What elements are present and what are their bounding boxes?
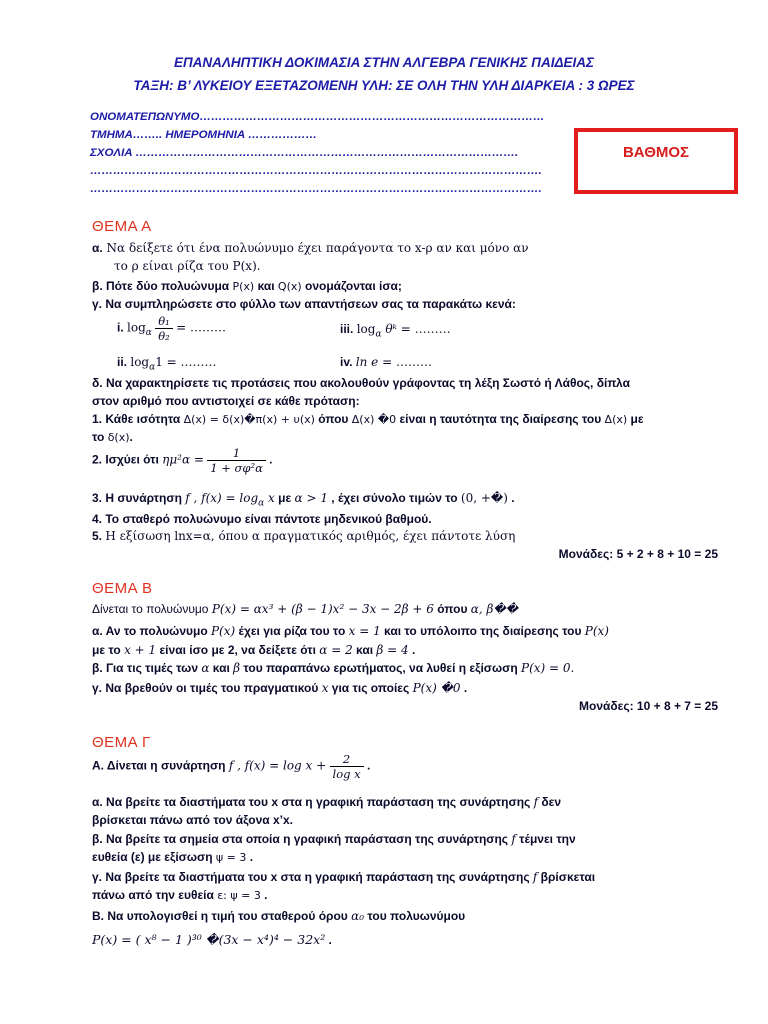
theme-a-marks: Μονάδες: 5 + 2 + 8 + 10 = 25: [558, 547, 718, 561]
question-text: τέμνει την: [515, 832, 576, 846]
question-text: .: [246, 850, 254, 864]
item-label: iv.: [340, 355, 353, 369]
blank-iv: [340, 355, 432, 369]
question-text: .: [408, 643, 416, 657]
question-a-alpha: [92, 241, 529, 255]
question-a-gamma: [92, 297, 516, 311]
math-expr: ημ²α =: [162, 452, 204, 467]
fraction: [330, 752, 364, 781]
question-text: και: [352, 643, 377, 657]
statement-text: 3. Η συνάρτηση: [92, 491, 186, 505]
question-text: .: [363, 758, 371, 773]
math-expr: x + 1: [124, 643, 157, 657]
question-c-alpha-cont: βρίσκεται πάνω από τον άξονα x’x.: [92, 813, 294, 827]
item-label: α.: [92, 624, 103, 638]
question-c-B-poly: [92, 932, 332, 947]
question-text: πάνω από την ευθεία: [92, 888, 218, 902]
question-a-delta: [92, 376, 630, 390]
math-expr: P(x) �0: [412, 681, 461, 695]
math-expr: log: [127, 320, 146, 335]
item-label: β.: [92, 661, 103, 675]
question-text: ονομάζονται ίσα;: [301, 279, 402, 293]
question-text: του παραπάνω ερωτήματος, να λυθεί η εξίσωση: [240, 661, 522, 675]
question-text: του πολυωνύμου: [364, 909, 466, 923]
blank-i: [117, 314, 226, 343]
question-text: Πότε δύο πολυώνυμα: [106, 279, 233, 293]
question-c-B: [92, 909, 465, 923]
question-text: για τις οποίες: [328, 681, 413, 695]
question-c-gamma: [92, 870, 595, 884]
math-expr: (0, +�): [460, 491, 508, 505]
question-text: Δίνεται το πολυώνυμο: [92, 602, 212, 616]
math-expr: x: [264, 491, 275, 505]
question-text: το ρ είναι ρίζα του P(x).: [114, 259, 261, 273]
statement-2: [92, 446, 273, 475]
item-label: ii.: [117, 355, 128, 369]
question-text: βρίσκεται: [537, 870, 596, 884]
question-text: Να δείξετε ότι ένα πολυώνυμο έχει παράγοντα το x-ρ αν και μόνο αν: [102, 241, 529, 255]
question-text: όπου: [433, 602, 471, 616]
math-expr: α₀: [351, 909, 365, 923]
question-text: δεν: [538, 795, 562, 809]
exam-subtitle: ΤΑΞΗ: Β’ ΛΥΚΕΙΟΥ ΕΞΕΤΑΖΟΜΕΝΗ ΥΛΗ: ΣΕ ΟΛΗ ΤΗΝ ΥΛΗ ΔΙΑΡΚΕΙΑ : 3 ΩΡΕΣ: [133, 78, 635, 93]
math-expr: f: [533, 795, 539, 809]
theme-a-title: ΘΕΜΑ Α: [92, 218, 152, 235]
math-expr: α: [375, 329, 382, 340]
math-expr: α > 1: [294, 491, 328, 505]
item-label: α.: [92, 241, 103, 255]
item-label: i.: [117, 320, 124, 335]
math-expr: Q(x): [277, 280, 302, 293]
statement-4: 4. Το σταθερό πολυώνυμο είναι πάντοτε μηδενικού βαθμού.: [92, 512, 432, 526]
theme-b-marks: Μονάδες: 10 + 8 + 7 = 25: [579, 699, 718, 713]
statement-text: .: [265, 452, 273, 467]
question-text: Αν το πολυώνυμο: [102, 624, 211, 638]
math-expr: α: [145, 328, 152, 339]
question-text: έχει για ρίζα του το: [235, 624, 349, 638]
student-name-field: ΟΝΟΜΑΤΕΠΩΝΥΜΟ………………………………………………………………………………: [90, 111, 545, 123]
question-c-gamma-cont: [92, 888, 268, 902]
statement-text: 2. Ισχύει ότι: [92, 452, 163, 467]
question-text: Να βρείτε τα διαστήματα του x στα η γραφική παράσταση της συνάρτησης: [102, 795, 534, 809]
fraction-numerator: 1: [207, 446, 266, 461]
class-date-field: ΤΜΗΜΑ…….. ΗΜΕΡΟΜΗΝΙΑ ………………: [90, 129, 318, 141]
theme-c-title: ΘΕΜΑ Γ: [92, 734, 151, 751]
blank-line: ……………………………………………………………………………………………………….: [90, 165, 542, 177]
grade-label: ΒΑΘΜΟΣ: [622, 144, 690, 161]
question-c-beta: [92, 832, 576, 846]
statement-1-cont: [92, 430, 133, 444]
item-label: β.: [92, 832, 103, 846]
statement-text: 1. Κάθε ισότητα: [92, 412, 184, 426]
math-expr: α, β��: [470, 602, 519, 616]
math-expr: ψ = 3: [215, 851, 247, 864]
math-expr: P(x) = αx³ + (β − 1)x² − 3x − 2β + 6: [211, 602, 434, 616]
item-label: α.: [92, 795, 103, 809]
math-expr: f: [532, 870, 538, 884]
math-expr: ln e = ………: [355, 355, 432, 369]
statement-text: , έχει σύνολο τιμών το: [327, 491, 461, 505]
math-expr: f(x) = log x +: [240, 758, 327, 773]
theme-b-intro: [92, 602, 518, 616]
statement-3: [92, 491, 515, 508]
exam-title: ΕΠΑΝΑΛΗΠΤΙΚΗ ΔΟΚΙΜΑΣΙΑ ΣΤΗΝ ΑΛΓΕΒΡΑ ΓΕΝΙΚΗΣ ΠΑΙΔΕΙΑΣ: [173, 55, 595, 70]
question-text: και το υπόλοιπο της διαίρεσης του: [380, 624, 585, 638]
question-text: Να υπολογισθεί η τιμή του σταθερού όρου: [104, 909, 352, 923]
question-text: Να βρεθούν οι τιμές του πραγματικού: [102, 681, 322, 695]
math-expr: f: [511, 832, 516, 846]
question-a-beta: [92, 279, 402, 293]
item-label: Β.: [92, 909, 104, 923]
question-text: .: [260, 888, 268, 902]
question-a-alpha-cont: [114, 259, 261, 273]
math-expr: Δ(x) �0: [351, 413, 397, 426]
statement-text: .: [129, 430, 133, 444]
statement-1: [92, 412, 644, 426]
item-label: Α.: [92, 758, 104, 773]
item-label: γ.: [92, 870, 103, 884]
math-expr: log: [130, 355, 150, 369]
grade-box: [574, 128, 738, 194]
fraction-numerator: 2: [330, 752, 364, 767]
question-b-alpha: [92, 624, 609, 638]
math-expr: α: [201, 661, 210, 675]
math-expr: β: [233, 661, 241, 675]
fraction-denominator: 1 + σφ²α: [210, 461, 263, 475]
statement-text: με: [274, 491, 295, 505]
question-b-alpha-cont: [92, 643, 415, 657]
blank-line: ……………………………………………………………………………………………………….: [90, 183, 542, 195]
question-text: Για τις τιμές των: [102, 661, 202, 675]
math-expr: θᵏ = ………: [381, 322, 451, 336]
question-text: Να βρείτε τα σημεία στα οποία η γραφική παράσταση της συνάρτησης: [102, 832, 512, 846]
math-expr: P(x): [210, 624, 236, 638]
question-c-beta-cont: [92, 850, 253, 864]
question-c-alpha: [92, 795, 561, 809]
item-label: γ.: [92, 297, 103, 311]
math-expr: P(x) = ( x⁸ − 1 )³⁰ �(3x − x⁴)⁴ − 32x²: [92, 932, 326, 947]
question-text: ευθεία (ε) με εξίσωση: [92, 850, 216, 864]
math-expr: α: [149, 362, 156, 373]
math-expr: f(x) = log: [197, 491, 259, 505]
fraction-denominator: log x: [332, 767, 361, 781]
question-text: Να βρείτε τα διαστήματα του x στα η γραφική παράσταση της συνάρτησης: [102, 870, 533, 884]
question-text: και: [254, 279, 278, 293]
math-expr: P(x): [584, 624, 609, 638]
math-expr: x: [321, 681, 329, 695]
fraction: [207, 446, 266, 475]
statement-text: με: [627, 412, 644, 426]
statement-5: [92, 529, 515, 543]
question-text: .: [325, 933, 332, 947]
math-expr: x = 1: [348, 624, 381, 638]
statement-text: όπου: [314, 412, 352, 426]
math-expr: β = 4: [376, 643, 409, 657]
fraction: [155, 314, 173, 343]
blank-iii: [340, 322, 451, 339]
question-text: Να χαρακτηρίσετε τις προτάσεις που ακολουθούν γράφοντας τη λέξη Σωστό ή Λάθος, δίπλα: [105, 376, 630, 390]
fraction-denominator: θ₂: [158, 329, 170, 343]
question-text: με το: [92, 643, 125, 657]
statement-text: 5.: [92, 529, 106, 543]
statement-text: Η εξίσωση lnx=α, όπου α πραγματικός αριθμός, έχει πάντοτε λύση: [105, 529, 516, 543]
statement-text: το: [92, 430, 108, 444]
question-b-gamma: [92, 681, 467, 695]
statement-text: .: [507, 491, 515, 505]
math-expr: α: [258, 498, 265, 509]
question-b-beta: [92, 661, 574, 675]
question-text: Να συμπληρώσετε στο φύλλο των απαντήσεων σας τα παρακάτω κενά:: [105, 297, 516, 311]
comments-field: ΣΧΟΛΙΑ ……………………………………………………………………………………….: [90, 147, 519, 159]
statement-text: είναι η ταυτότητα της διαίρεσης του: [396, 412, 605, 426]
item-label: β.: [92, 279, 103, 293]
question-text: Δίνεται η συνάρτηση: [104, 758, 229, 773]
math-expr: α = 2: [319, 643, 353, 657]
question-text: και: [209, 661, 234, 675]
math-expr: δ(x): [107, 431, 130, 444]
theme-b-title: ΘΕΜΑ Β: [92, 580, 153, 597]
math-expr: Δ(x): [604, 413, 628, 426]
math-expr: ε: ψ = 3: [217, 889, 261, 902]
item-label: iii.: [340, 322, 354, 336]
question-text: στον αριθμό που αντιστοιχεί σε κάθε πρόταση:: [92, 394, 360, 408]
question-a-delta-cont: [92, 394, 360, 408]
fraction-numerator: θ₁: [155, 314, 173, 329]
math-expr: Δ(x) = δ(x)�π(x) + υ(x): [183, 413, 315, 426]
math-expr: P(x): [232, 280, 255, 293]
math-expr: = ………: [176, 320, 226, 335]
math-expr: P(x) = 0.: [521, 661, 575, 675]
question-text: είναι ίσο με 2, να δείξετε ότι: [156, 643, 320, 657]
item-label: δ.: [92, 376, 103, 390]
blank-ii: [117, 355, 217, 372]
question-text: .: [460, 681, 468, 695]
math-expr: log: [356, 322, 376, 336]
math-expr: f ,: [185, 491, 198, 505]
math-expr: f ,: [228, 758, 241, 773]
item-label: γ.: [92, 681, 103, 695]
math-expr: 1 = ………: [155, 355, 217, 369]
theme-c-A: [92, 752, 370, 781]
